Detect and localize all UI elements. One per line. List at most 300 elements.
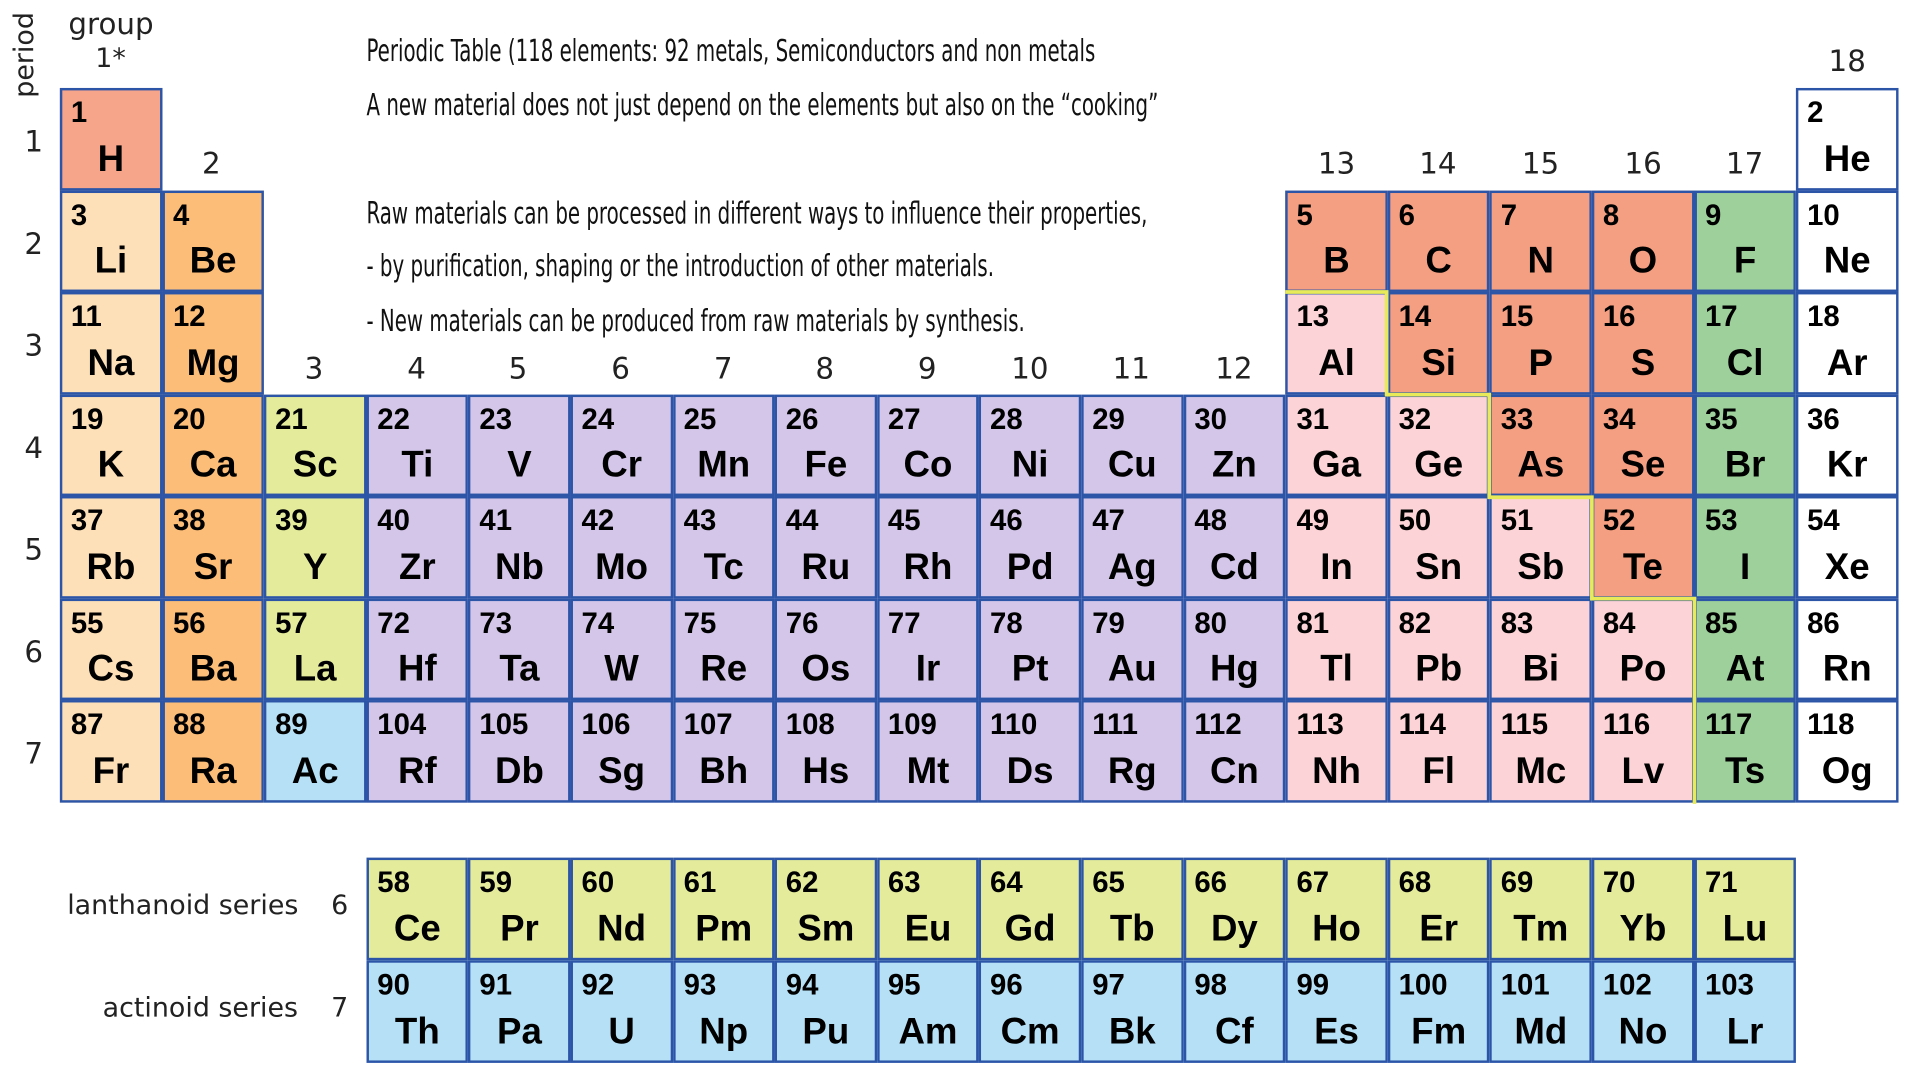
period-label-6: 6 <box>24 634 44 669</box>
element-cell-gd <box>979 858 1081 960</box>
element-cell-hs <box>775 700 877 802</box>
element-cell-tl <box>1285 598 1387 700</box>
element-symbol: Cd <box>1209 546 1259 588</box>
element-symbol: Ac <box>291 750 339 792</box>
atomic-number: 81 <box>1296 606 1330 640</box>
atomic-number: 105 <box>479 708 529 742</box>
atomic-number: 94 <box>785 968 819 1002</box>
group-label-3: 3 <box>304 351 324 387</box>
element-cell-ti <box>366 394 468 496</box>
atomic-number: 96 <box>990 968 1023 1002</box>
element-cell-mc <box>1490 700 1592 802</box>
atomic-number: 1 <box>70 96 88 130</box>
element-cell-be <box>162 190 264 292</box>
element-symbol: B <box>1323 240 1350 281</box>
actinoid-period-label: 7 <box>331 993 349 1024</box>
element-cell-p <box>1490 292 1592 394</box>
element-cell-sr <box>162 496 264 598</box>
element-cell-fm <box>1388 960 1490 1062</box>
atomic-number: 9 <box>1704 198 1722 232</box>
element-cell-f <box>1694 190 1796 292</box>
period-label-1: 1 <box>24 124 44 159</box>
element-cell-md <box>1490 960 1592 1062</box>
group-label-5: 5 <box>508 351 528 387</box>
element-symbol: Te <box>1622 546 1663 588</box>
element-symbol: K <box>97 444 125 486</box>
atomic-number: 41 <box>479 504 513 538</box>
element-cell-no <box>1592 960 1694 1062</box>
atomic-number: 2 <box>1807 96 1824 130</box>
actinoid-series-label: actinoid series <box>102 993 299 1024</box>
group-label-12: 12 <box>1215 351 1253 387</box>
element-cell-ru <box>775 496 877 598</box>
element-symbol: Au <box>1107 648 1157 690</box>
element-symbol: Ru <box>801 546 851 588</box>
element-cell-eu <box>877 858 979 960</box>
element-symbol: Zn <box>1212 444 1257 486</box>
group-label-1: 1* <box>95 43 126 75</box>
element-symbol: Tm <box>1513 908 1569 949</box>
element-symbol: At <box>1725 648 1765 690</box>
group-axis-title: group <box>68 7 154 42</box>
group-label-15: 15 <box>1521 146 1560 181</box>
element-cell-lu <box>1694 858 1796 960</box>
atomic-number: 54 <box>1807 504 1840 538</box>
element-symbol: Po <box>1619 648 1667 690</box>
element-symbol: Ni <box>1011 444 1049 486</box>
element-cell-ba <box>162 598 264 700</box>
element-cell-sg <box>571 700 673 802</box>
element-symbol: Ti <box>401 444 434 486</box>
atomic-number: 72 <box>377 606 410 640</box>
element-symbol: Lv <box>1621 750 1665 792</box>
period-label-2: 2 <box>24 226 44 261</box>
element-cell-o <box>1592 190 1694 292</box>
element-cell-sb <box>1490 496 1592 598</box>
element-symbol: Nb <box>495 546 544 588</box>
element-cell-db <box>468 700 570 802</box>
atomic-number: 50 <box>1398 504 1432 538</box>
element-symbol: Cf <box>1215 1010 1254 1052</box>
atomic-number: 84 <box>1602 606 1636 640</box>
lanthanoid-period-label: 6 <box>331 890 349 922</box>
element-cell-bh <box>673 700 775 802</box>
atomic-number: 28 <box>990 402 1023 436</box>
element-symbol: V <box>507 444 532 486</box>
element-cell-zr <box>366 496 468 598</box>
element-symbol: Db <box>495 750 544 792</box>
element-symbol: Ba <box>189 648 237 690</box>
element-cell-cs <box>60 598 162 700</box>
element-cell-lv <box>1592 700 1694 802</box>
group-label-8: 8 <box>815 351 834 387</box>
element-symbol: Ne <box>1823 240 1871 281</box>
atomic-number: 32 <box>1398 402 1432 436</box>
element-cell-ca <box>162 394 264 496</box>
atomic-number: 12 <box>172 300 206 334</box>
group-label-2: 2 <box>202 146 221 181</box>
element-symbol: Er <box>1419 908 1459 949</box>
atomic-number: 13 <box>1296 300 1330 334</box>
element-cell-al <box>1285 292 1387 394</box>
atomic-number: 107 <box>683 708 733 742</box>
element-symbol: Br <box>1724 444 1766 486</box>
element-symbol: Th <box>394 1010 440 1052</box>
element-cell-i <box>1694 496 1796 598</box>
element-symbol: Hf <box>397 648 437 690</box>
element-symbol: Rh <box>903 546 953 588</box>
element-cell-b <box>1285 190 1387 292</box>
element-symbol: Md <box>1514 1010 1568 1052</box>
atomic-number: 77 <box>887 606 921 640</box>
element-cell-ga <box>1285 394 1387 496</box>
element-symbol: Lr <box>1726 1010 1764 1052</box>
atomic-number: 10 <box>1807 198 1840 232</box>
element-cell-w <box>571 598 673 700</box>
element-cell-bk <box>1081 960 1183 1062</box>
element-cell-tb <box>1081 858 1183 960</box>
atomic-number: 85 <box>1704 606 1738 640</box>
atomic-number: 80 <box>1194 606 1227 640</box>
element-symbol: U <box>608 1010 635 1052</box>
element-symbol: Fe <box>804 444 848 486</box>
element-cell-co <box>877 394 979 496</box>
atomic-number: 23 <box>479 402 513 436</box>
atomic-number: 64 <box>990 866 1023 900</box>
atomic-number: 15 <box>1500 300 1534 334</box>
element-cell-tc <box>673 496 775 598</box>
element-symbol: I <box>1739 546 1751 588</box>
atomic-number: 103 <box>1704 968 1754 1002</box>
atomic-number: 102 <box>1602 968 1652 1002</box>
atomic-number: 90 <box>377 968 410 1002</box>
atomic-number: 4 <box>172 198 190 232</box>
heading-line-1: Periodic Table (118 elements: 92 metals, Semiconductors and non metals <box>366 32 1096 69</box>
element-symbol: Ga <box>1312 444 1361 486</box>
element-cell-h <box>60 88 162 190</box>
element-cell-v <box>468 394 570 496</box>
body-line-3: - New materials can be produced from raw materials by synthesis. <box>366 302 1025 339</box>
atomic-number: 82 <box>1398 606 1432 640</box>
element-cell-k <box>60 394 162 496</box>
element-cell-rn <box>1796 598 1898 700</box>
atomic-number: 66 <box>1194 866 1227 900</box>
element-symbol: Eu <box>904 908 952 949</box>
atomic-number: 47 <box>1092 504 1125 538</box>
element-symbol: Gd <box>1004 908 1056 949</box>
element-cell-og <box>1796 700 1898 802</box>
atomic-number: 117 <box>1704 708 1753 742</box>
element-symbol: Se <box>1620 444 1666 486</box>
atomic-number: 45 <box>887 504 921 538</box>
element-symbol: Bh <box>699 750 749 792</box>
atomic-number: 16 <box>1602 300 1636 334</box>
element-symbol: Zr <box>398 546 436 588</box>
atomic-number: 46 <box>990 504 1023 538</box>
atomic-number: 92 <box>581 968 615 1002</box>
element-symbol: Pt <box>1011 648 1049 690</box>
element-symbol: Nd <box>597 908 647 949</box>
atomic-number: 71 <box>1704 866 1738 900</box>
element-cell-sn <box>1388 496 1490 598</box>
atomic-number: 43 <box>683 504 717 538</box>
atomic-number: 116 <box>1602 708 1651 742</box>
element-symbol: Sc <box>292 444 338 486</box>
element-symbol: Cl <box>1726 342 1764 384</box>
atomic-number: 79 <box>1092 606 1125 640</box>
element-cell-ra <box>162 700 264 802</box>
element-symbol: Ts <box>1725 750 1766 792</box>
group-label-14: 14 <box>1419 146 1457 181</box>
element-cell-hf <box>366 598 468 700</box>
atomic-number: 44 <box>785 504 819 538</box>
atomic-number: 42 <box>581 504 615 538</box>
element-cell-os <box>775 598 877 700</box>
group-label-10: 10 <box>1011 351 1049 387</box>
atomic-number: 78 <box>990 606 1023 640</box>
atomic-number: 17 <box>1704 300 1738 334</box>
atomic-number: 27 <box>887 402 921 436</box>
element-cell-nh <box>1285 700 1387 802</box>
period-axis-title: period <box>9 12 41 98</box>
element-symbol: Ta <box>499 648 540 690</box>
element-symbol: Xe <box>1824 546 1870 588</box>
body-line-1: Raw materials can be processed in different ways to influence their properties, <box>366 195 1148 231</box>
atomic-number: 21 <box>275 402 308 436</box>
element-cell-se <box>1592 394 1694 496</box>
element-cell-fr <box>60 700 162 802</box>
element-cell-lr <box>1694 960 1796 1062</box>
element-symbol: Pd <box>1006 546 1054 588</box>
element-symbol: Rb <box>86 546 136 588</box>
atomic-number: 101 <box>1500 968 1550 1002</box>
atomic-number: 25 <box>683 402 717 436</box>
atomic-number: 11 <box>70 300 102 334</box>
group-label-7: 7 <box>713 351 733 387</box>
element-cell-cm <box>979 960 1081 1062</box>
atomic-number: 63 <box>887 866 921 900</box>
atomic-number: 106 <box>581 708 631 742</box>
atomic-number: 61 <box>683 866 717 900</box>
element-cell-pa <box>468 960 570 1062</box>
element-cell-cf <box>1183 960 1285 1062</box>
element-cell-in <box>1285 496 1387 598</box>
element-symbol: Al <box>1318 342 1355 384</box>
element-cell-es <box>1285 960 1387 1062</box>
atomic-number: 24 <box>581 402 615 436</box>
element-cell-pb <box>1388 598 1490 700</box>
atomic-number: 31 <box>1296 402 1330 436</box>
element-cell-sc <box>264 394 366 496</box>
element-symbol: Cu <box>1107 444 1157 486</box>
atomic-number: 19 <box>70 402 104 436</box>
element-cell-fe <box>775 394 877 496</box>
atomic-number: 100 <box>1398 968 1448 1002</box>
element-symbol: Ag <box>1107 546 1157 588</box>
atomic-number: 118 <box>1807 708 1855 742</box>
element-symbol: Tb <box>1109 908 1155 949</box>
element-symbol: Pa <box>497 1010 542 1052</box>
atomic-number: 20 <box>172 402 206 436</box>
element-cell-si <box>1388 292 1490 394</box>
element-symbol: Rf <box>397 750 437 792</box>
element-cell-mg <box>162 292 264 394</box>
atomic-number: 68 <box>1398 866 1432 900</box>
atomic-number: 38 <box>172 504 206 538</box>
atomic-number: 89 <box>275 708 308 742</box>
atomic-number: 76 <box>785 606 819 640</box>
element-symbol: Na <box>87 342 135 384</box>
element-symbol: Be <box>189 240 237 281</box>
lanthanoid-series-label: lanthanoid series <box>67 890 299 922</box>
element-symbol: Og <box>1821 750 1873 792</box>
element-symbol: Fr <box>92 750 130 792</box>
group-label-18: 18 <box>1828 43 1866 79</box>
atomic-number: 97 <box>1092 968 1125 1002</box>
element-cell-mn <box>673 394 775 496</box>
atomic-number: 8 <box>1602 198 1620 232</box>
atomic-number: 51 <box>1500 504 1534 538</box>
atomic-number: 58 <box>377 866 410 900</box>
atomic-number: 93 <box>683 968 717 1002</box>
element-symbol: As <box>1517 444 1565 486</box>
atomic-number: 83 <box>1500 606 1534 640</box>
atomic-number: 5 <box>1296 198 1313 232</box>
period-label-4: 4 <box>24 430 44 465</box>
atomic-number: 95 <box>887 968 921 1002</box>
element-cell-ne <box>1796 190 1898 292</box>
element-symbol: Yb <box>1619 908 1667 949</box>
element-symbol: Sb <box>1517 546 1565 588</box>
group-label-4: 4 <box>407 351 426 387</box>
element-cell-na <box>60 292 162 394</box>
element-symbol: Re <box>700 648 748 690</box>
period-label-3: 3 <box>24 328 44 363</box>
atomic-number: 26 <box>785 402 819 436</box>
element-symbol: Ra <box>189 750 237 792</box>
group-label-13: 13 <box>1317 146 1356 181</box>
element-symbol: Pr <box>500 908 539 949</box>
element-symbol: Sn <box>1415 546 1463 588</box>
element-cell-yb <box>1592 858 1694 960</box>
element-symbol: He <box>1823 138 1871 179</box>
element-symbol: Hg <box>1209 648 1259 690</box>
element-cell-ag <box>1081 496 1183 598</box>
atomic-number: 114 <box>1398 708 1446 742</box>
element-symbol: Pu <box>802 1010 850 1052</box>
element-cell-pm <box>673 858 775 960</box>
atomic-number: 108 <box>785 708 835 742</box>
atomic-number: 115 <box>1500 708 1549 742</box>
element-cell-ds <box>979 700 1081 802</box>
atomic-number: 60 <box>581 866 615 900</box>
element-cell-c <box>1388 190 1490 292</box>
element-cell-la <box>264 598 366 700</box>
atomic-number: 14 <box>1398 300 1432 334</box>
element-cell-mo <box>571 496 673 598</box>
element-cell-pu <box>775 960 877 1062</box>
element-cell-cl <box>1694 292 1796 394</box>
element-symbol: Mt <box>906 750 950 792</box>
element-symbol: Mn <box>697 444 751 486</box>
element-cell-po <box>1592 598 1694 700</box>
element-symbol: W <box>604 648 639 690</box>
element-cell-ar <box>1796 292 1898 394</box>
element-symbol: Ge <box>1414 444 1464 486</box>
atomic-number: 34 <box>1602 402 1636 436</box>
element-cell-br <box>1694 394 1796 496</box>
atomic-number: 73 <box>479 606 513 640</box>
element-cell-rf <box>366 700 468 802</box>
element-cell-xe <box>1796 496 1898 598</box>
atomic-number: 99 <box>1296 968 1330 1002</box>
element-symbol: Rg <box>1107 750 1157 792</box>
atomic-number: 109 <box>887 708 937 742</box>
element-symbol: N <box>1527 240 1555 281</box>
element-cell-he <box>1796 88 1898 190</box>
element-symbol: Am <box>898 1010 958 1052</box>
element-cell-te <box>1592 496 1694 598</box>
element-cell-nb <box>468 496 570 598</box>
element-symbol: Ca <box>189 444 237 486</box>
element-cell-th <box>366 960 468 1062</box>
element-symbol: Bi <box>1522 648 1560 690</box>
atomic-number: 65 <box>1092 866 1125 900</box>
element-symbol: Pb <box>1415 648 1463 690</box>
element-symbol: Tl <box>1320 648 1353 690</box>
atomic-number: 56 <box>172 606 206 640</box>
element-cell-pd <box>979 496 1081 598</box>
element-cell-re <box>673 598 775 700</box>
element-symbol: Sr <box>193 546 233 588</box>
element-cell-ni <box>979 394 1081 496</box>
element-cell-pr <box>468 858 570 960</box>
element-symbol: No <box>1618 1010 1668 1052</box>
atomic-number: 87 <box>70 708 104 742</box>
atomic-number: 6 <box>1398 198 1415 232</box>
element-symbol: Ir <box>915 648 941 690</box>
element-cell-kr <box>1796 394 1898 496</box>
atomic-number: 113 <box>1296 708 1344 742</box>
atomic-number: 59 <box>479 866 513 900</box>
atomic-number: 75 <box>683 606 717 640</box>
atomic-number: 69 <box>1500 866 1534 900</box>
period-label-5: 5 <box>24 532 44 567</box>
atomic-number: 29 <box>1092 402 1125 436</box>
atomic-number: 37 <box>70 504 104 538</box>
element-symbol: Co <box>903 444 953 486</box>
atomic-number: 49 <box>1296 504 1330 538</box>
atomic-number: 86 <box>1807 606 1840 640</box>
element-symbol: Cm <box>1000 1010 1060 1052</box>
atomic-number: 48 <box>1194 504 1227 538</box>
element-cell-cu <box>1081 394 1183 496</box>
atomic-number: 88 <box>172 708 206 742</box>
element-cell-bi <box>1490 598 1592 700</box>
atomic-number: 7 <box>1500 198 1518 232</box>
element-symbol: Ho <box>1312 908 1361 949</box>
atomic-number: 111 <box>1092 708 1138 742</box>
group-label-6: 6 <box>611 351 630 387</box>
element-cell-er <box>1388 858 1490 960</box>
element-symbol: Hs <box>802 750 850 792</box>
group-label-16: 16 <box>1624 146 1662 181</box>
element-symbol: Ar <box>1826 342 1868 384</box>
atomic-number: 57 <box>275 606 308 640</box>
element-cell-sm <box>775 858 877 960</box>
element-cell-as <box>1490 394 1592 496</box>
element-symbol: Si <box>1421 342 1456 384</box>
